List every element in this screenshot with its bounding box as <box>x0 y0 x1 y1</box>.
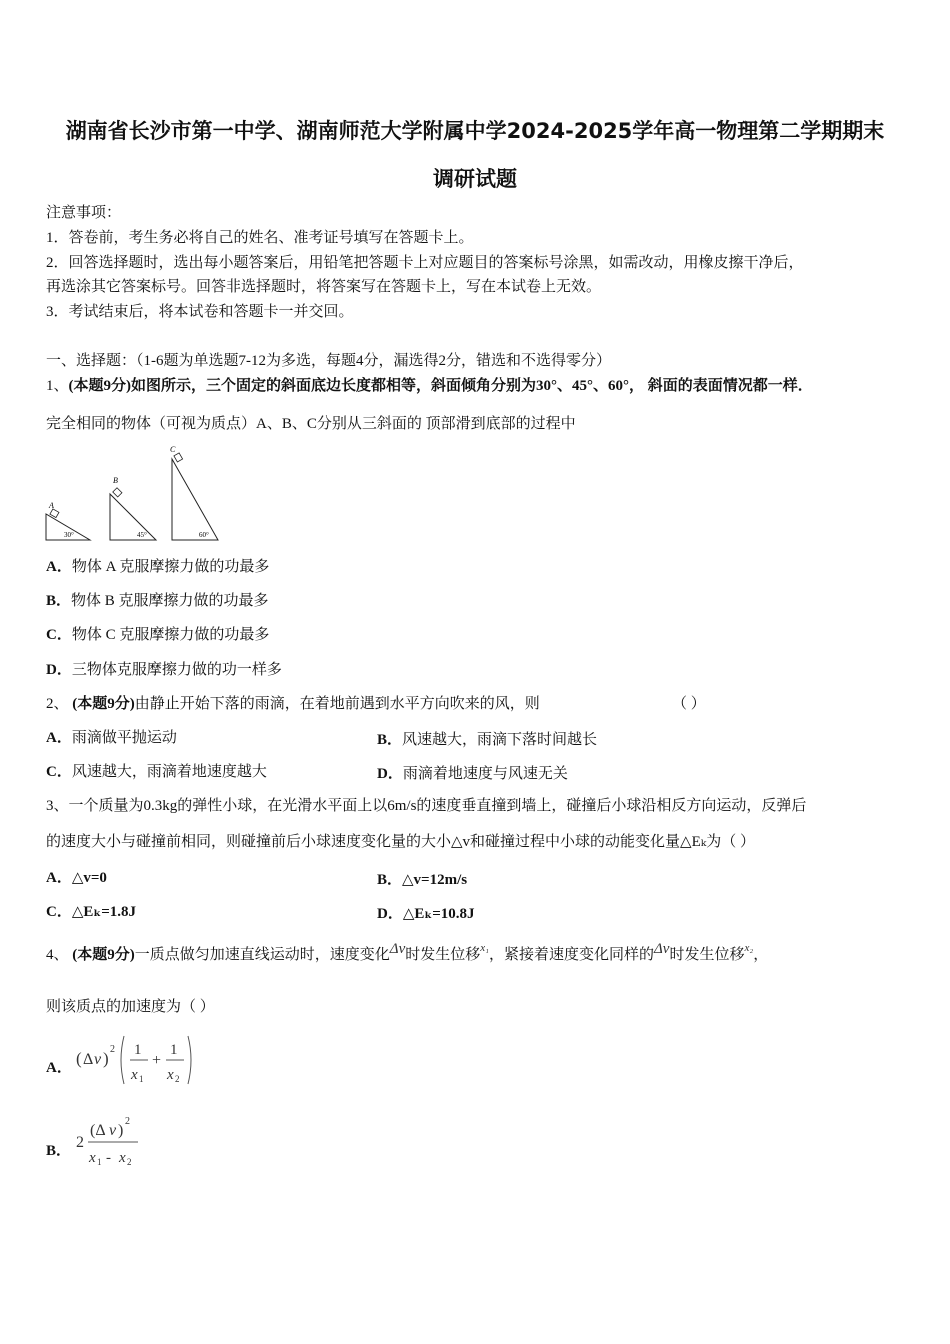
svg-text:(: ( <box>76 1049 82 1068</box>
incline-label-c: C <box>170 445 176 454</box>
score-mark: (本题9分) <box>72 947 135 963</box>
svg-text:(Δ: (Δ <box>90 1122 106 1139</box>
svg-text:v: v <box>94 1051 102 1068</box>
q4-option-a-formula <box>74 1030 204 1090</box>
incline-angle-30: 30° <box>64 531 74 539</box>
svg-text:x: x <box>89 1150 96 1166</box>
q3-option-c[interactable]: C．△Eₖ=1.8J <box>46 904 137 920</box>
svg-text:1: 1 <box>134 1042 142 1058</box>
q3-option-b[interactable]: B．△v=12m/s <box>377 872 468 888</box>
question-number: 4、 <box>46 947 69 963</box>
score-mark: (本题9分) <box>68 378 132 394</box>
question-text: 如图所示，三个固定的斜面底边长度都相等，斜面倾角分别为30°、45°、60°， 斜面的表面情况都一样． <box>131 378 813 394</box>
incline-label-b: B <box>113 476 118 485</box>
question-text: 由静止开始下落的雨滴，在着地前遇到水平方向吹来的风，则 <box>134 696 540 712</box>
q3-option-d[interactable]: D．△Eₖ=10.8J <box>377 906 475 922</box>
q2-option-c[interactable]: C．风速越大，雨滴着地速度越大 <box>46 764 267 780</box>
notes-heading: 注意事项： <box>46 205 122 221</box>
q2-option-d[interactable]: D．雨滴着地速度与风速无关 <box>377 766 568 782</box>
svg-text:1: 1 <box>170 1042 178 1058</box>
q4-option-a-key[interactable]: A． <box>46 1060 72 1076</box>
svg-text:2: 2 <box>125 1116 130 1127</box>
svg-text:1: 1 <box>139 1074 144 1084</box>
question-3-stem: 3、一个质量为0.3kg的弹性小球，在光滑水平面上以6m/s的速度垂直撞到墙上，碰撞后小球沿相反方向运动，反弹后 <box>46 798 807 814</box>
inclines-figure <box>44 444 224 544</box>
incline-angle-60: 60° <box>199 531 209 539</box>
svg-text:Δ: Δ <box>83 1051 94 1068</box>
svg-text:): ) <box>118 1122 124 1139</box>
q1-option-b[interactable]: B．物体 B 克服摩擦力做的功最多 <box>46 593 269 609</box>
svg-text:2: 2 <box>110 1044 115 1055</box>
incline-angle-45: 45° <box>137 531 147 539</box>
question-1-stem-line2: 完全相同的物体（可视为质点）A、B、C分别从三斜面的 顶部滑到底部的过程中 <box>46 416 576 432</box>
question-3-stem-line2: 的速度大小与碰撞前相同，则碰撞前后小球速度变化量的大小△v和碰撞过程中小球的动能变化量△Eₖ为（ ） <box>46 834 755 850</box>
question-2-stem <box>46 694 540 714</box>
q2-option-a[interactable]: A．雨滴做平抛运动 <box>46 730 177 746</box>
svg-text:x: x <box>167 1067 174 1083</box>
svg-text:+: + <box>152 1052 162 1069</box>
math-delta-v: Δv <box>389 941 406 957</box>
math-x2: x₂ <box>744 942 754 954</box>
question-number: 2、 <box>46 696 69 712</box>
question-number: 1、 <box>46 378 69 394</box>
answer-blank: （ ） <box>672 696 706 712</box>
q1-option-a[interactable]: A．物体 A 克服摩擦力做的功最多 <box>46 559 270 575</box>
svg-text:2: 2 <box>76 1134 84 1151</box>
exam-title-line1: 湖南省长沙市第一中学、湖南师范大学附属中学2024-2025学年高一物理第二学期期末 <box>65 119 885 143</box>
svg-text:-: - <box>106 1150 111 1166</box>
svg-text:2: 2 <box>175 1074 180 1084</box>
q2-option-b[interactable]: B．风速越大，雨滴下落时间越长 <box>377 732 598 748</box>
exam-title-line2: 调研试题 <box>433 167 517 191</box>
svg-text:x: x <box>131 1067 138 1083</box>
q1-option-d[interactable]: D．三物体克服摩擦力做的功一样多 <box>46 662 282 678</box>
question-4-stem: 4、 (本题9分)一质点做匀加速直线运动时，速度变化Δv时发生位移$^{x_1}$，紧接着速度变化同样的Δv时发生位移$^{x_2}$， <box>46 941 769 963</box>
svg-text:x: x <box>119 1150 126 1166</box>
note-item: 3．考试结束后，将本试卷和答题卡一并交回。 <box>46 304 354 320</box>
math-x1: x₁ <box>480 942 489 954</box>
q1-option-c[interactable]: C．物体 C 克服摩擦力做的功最多 <box>46 627 270 643</box>
note-item: 再选涂其它答案标号。回答非选择题时，将答案写在答题卡上，写在本试卷上无效。 <box>46 279 602 295</box>
svg-text:1: 1 <box>97 1157 102 1167</box>
question-1-stem <box>46 376 813 396</box>
note-item: 2．回答选择题时，选出每小题答案后，用铅笔把答题卡上对应题目的答案标号涂黑，如需改动，用橡皮擦干净后， <box>46 255 804 271</box>
q3-option-a[interactable]: A．△v=0 <box>46 870 107 886</box>
math-delta-v: Δv <box>654 941 670 957</box>
score-mark: (本题9分) <box>72 696 135 712</box>
question-4-stem-line2: 则该质点的加速度为（ ） <box>46 999 215 1015</box>
q4-option-b-key[interactable]: B． <box>46 1143 72 1159</box>
q4-option-b-formula <box>74 1112 164 1172</box>
section-heading: 一、选择题：（1-6题为单选题7-12为多选，每题4分，漏选得2分，错选和不选得零分） <box>46 353 611 369</box>
svg-text:v: v <box>109 1122 117 1139</box>
svg-text:2: 2 <box>127 1157 132 1167</box>
incline-label-a: A <box>49 501 54 510</box>
svg-text:): ) <box>103 1049 109 1068</box>
note-item: 1．答卷前，考生务必将自己的姓名、准考证号填写在答题卡上。 <box>46 230 474 246</box>
